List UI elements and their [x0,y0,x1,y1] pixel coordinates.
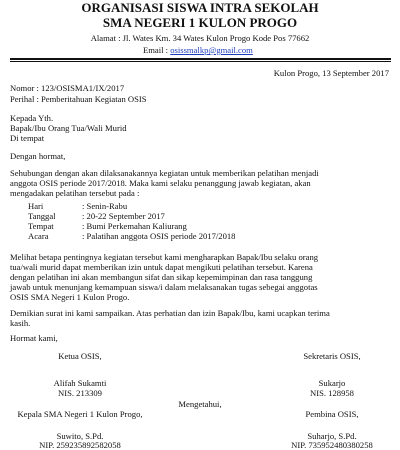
letter-date: Kulon Progo, 13 September 2017 [273,68,389,78]
email-line [143,45,253,55]
school-name: SMA NEGERI 1 KULON PROGO [102,15,298,30]
detail-label: Tanggal [28,211,56,221]
para2-line: Melihat betapa pentingnya kegiatan tersebut kami mengharapkan Bapak/Ibu selaku orang [10,252,319,262]
closing: Hormat kami, [10,333,58,343]
letterhead-rule-thin [10,61,391,62]
letterhead-rule-thick [10,58,391,60]
recipient-line-3: Di tempat [10,133,45,143]
sekretaris-title: Sekretaris OSIS, [303,351,361,361]
kepsek-title: Kepala SMA Negeri 1 Kulon Progo, [17,409,143,419]
sekretaris-name: Sukarjo [318,378,346,388]
pembina-name: Suharjo, S.Pd. [307,431,357,441]
recipient-line-2: Bapak/Ibu Orang Tua/Wali Murid [10,123,127,133]
ketua-name: Alifah Sukamti [53,378,107,388]
para1-line: mengadakan pelatihan tersebut pada : [10,188,140,198]
para2-line: OSIS SMA Negeri 1 Kulon Progo. [10,292,130,302]
detail-value: : 20-22 September 2017 [82,211,165,221]
pembina-id: NIP. 735952480380258 [291,440,373,450]
letter-subject: Perihal : Pemberitahuan Kegiatan OSIS [10,94,147,104]
para3-line: Demikian surat ini kami sampaikan. Atas perhatian dan izin Bapak/Ibu, kami ucapkan terima [10,308,330,318]
para2-line: dengan pelatihan ini akan membangun sifat dan sikap kepemimpinan dan rasa tanggung [10,272,313,282]
mengetahui-label: Mengetahui, [178,399,222,409]
email-label: Email : [143,45,169,55]
email-link[interactable]: osissmalkp@gmail.com [170,45,253,55]
school-address: Alamat : Jl. Wates Km. 34 Wates Kulon Progo Kode Pos 77662 [90,33,310,43]
pembina-title: Pembina OSIS, [305,409,359,419]
detail-value: : Bumi Perkemahan Kaliurang [82,221,187,231]
letter-number: Nomor : 123/OSISMA1/IX/2017 [10,83,125,93]
para3-line: kasih. [10,318,31,328]
para1-line: Sehubungan dengan akan dilaksanakannya kegiatan untuk memberikan pelatihan menjadi [10,168,319,178]
detail-value: : Senin-Rabu [82,201,128,211]
detail-label: Tempat [28,221,54,231]
para2-line: tua/wali murid dapat memberikan izin untuk dapat mengikuti pelatihan tersebut. Karena [10,262,313,272]
sekretaris-id: NIS. 128958 [310,388,354,398]
para1-line: anggota OSIS periode 2017/2018. Maka kami selaku penanggung jawab kegiatan, akan [10,178,311,188]
detail-label: Hari [28,201,44,211]
kepsek-id: NIP. 259235892582058 [39,440,121,450]
greeting: Dengan hormat, [10,151,66,161]
ketua-title: Ketua OSIS, [58,351,102,361]
detail-value: : Palatihan anggota OSIS periode 2017/2018 [82,231,236,241]
para2-line: jawab untuk menunjang kemampuan siswa/i dalam melaksanakan tugas sebegai anggotas [10,282,318,292]
detail-label: Acara [28,231,49,241]
ketua-id: NIS. 213309 [58,388,102,398]
kepsek-name: Suwito, S.Pd. [56,431,104,441]
recipient-line-1: Kepada Yth. [10,113,54,123]
org-name: ORGANISASI SISWA INTRA SEKOLAH [81,0,319,15]
